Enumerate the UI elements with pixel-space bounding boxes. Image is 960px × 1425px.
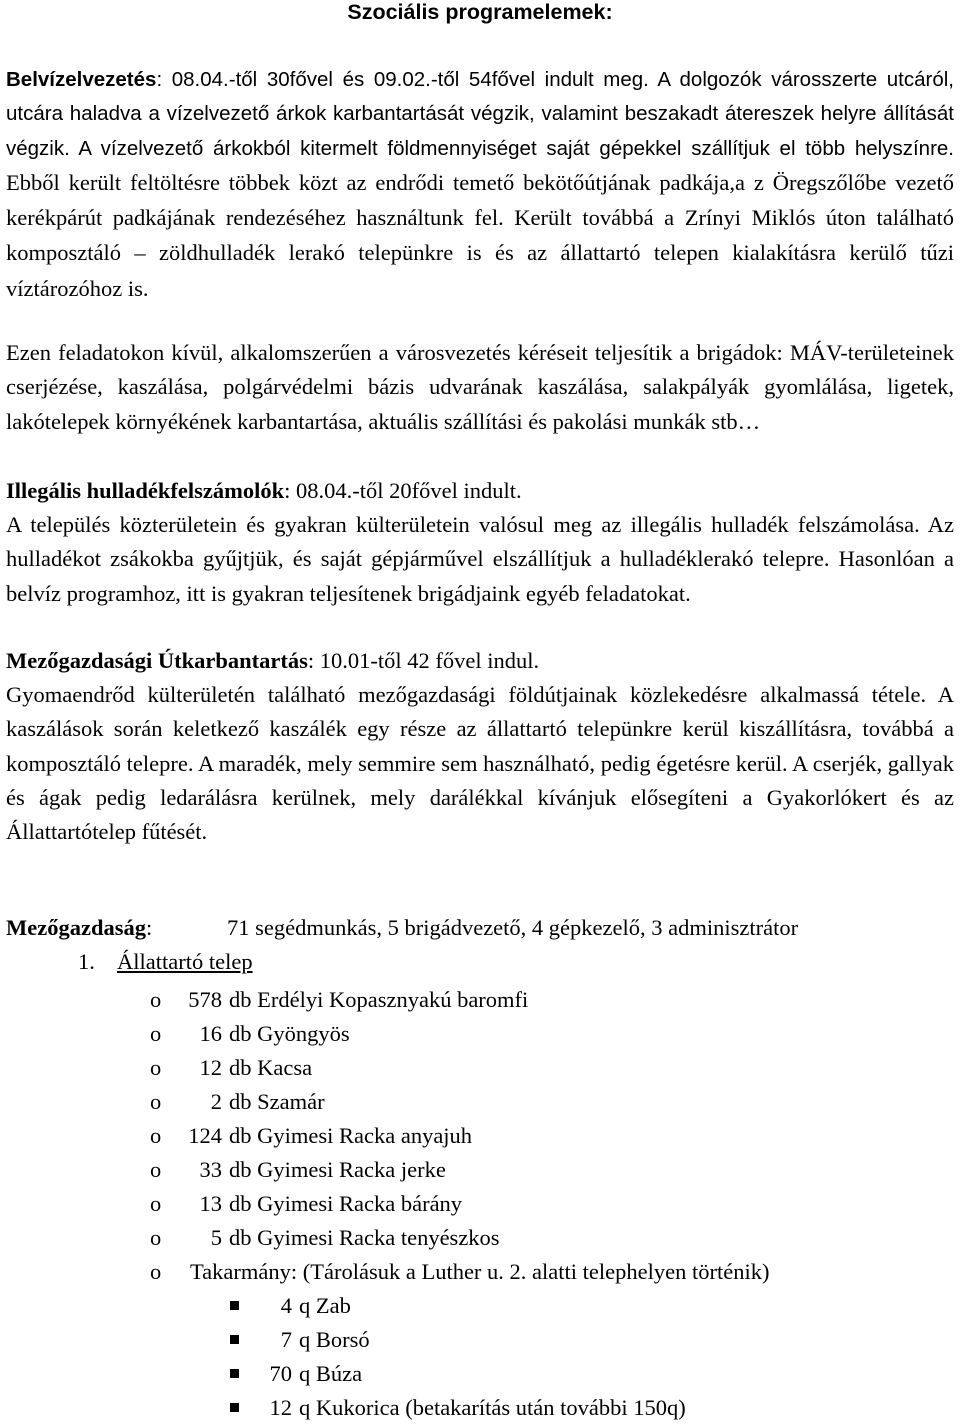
animal-count: 12 xyxy=(199,1055,222,1080)
circle-bullet-icon: o xyxy=(150,1089,162,1114)
circle-bullet-icon: o xyxy=(150,1021,162,1046)
animal-label: db Gyöngyös xyxy=(229,1021,350,1046)
animal-count: 33 xyxy=(199,1157,222,1182)
animal-label: db Gyimesi Racka bárány xyxy=(229,1191,463,1216)
feed-item: q Kukorica (betakarítás után további 150q) xyxy=(299,1395,686,1420)
feed-item: q Búza xyxy=(299,1361,363,1386)
heading-illegal: Illegális hulladékfelszámolók xyxy=(6,478,285,503)
paragraph-belviz xyxy=(6,63,954,307)
circle-bullet-icon: o xyxy=(150,1191,162,1216)
belviz-text: : 08.04.-től 30fővel és 09.02.-től 54fővel indult meg. A dolgozók városszerte utcáról, utcára haladva a vízelvezető árkok karbantartását végzik, valamint beszakadt átereszek helyre állítását végzik. A vízelvezető árkokból kitermelt földmennyiséget saját gépekkel szállítjuk el több helyszínre. xyxy=(6,68,954,160)
heading-road: Mezőgazdasági Útkarbantartás xyxy=(6,648,308,673)
square-bullet-icon xyxy=(230,1403,239,1412)
square-bullet-icon xyxy=(230,1301,239,1310)
animal-count: 2 xyxy=(210,1089,222,1114)
agri-label xyxy=(6,915,152,941)
animal-label: db Gyimesi Racka tenyészkos xyxy=(229,1225,500,1250)
feed-qty: 7 xyxy=(280,1327,292,1352)
feed-item: q Zab xyxy=(299,1293,351,1318)
animal-count: 124 xyxy=(188,1123,222,1148)
square-bullet-icon xyxy=(230,1369,239,1378)
page-title: Szociális programelemek: xyxy=(347,0,613,24)
agri-staff: 71 segédmunkás, 5 brigádvezető, 4 gépkezelő, 3 adminisztrátor xyxy=(227,915,799,940)
animal-label: db Szamár xyxy=(229,1089,325,1114)
circle-bullet-icon: o xyxy=(150,987,162,1012)
feed-item: q Borsó xyxy=(299,1327,370,1352)
animal-label: db Gyimesi Racka anyajuh xyxy=(229,1123,473,1148)
feed-qty: 70 xyxy=(269,1361,292,1386)
animal-count: 13 xyxy=(199,1191,222,1216)
illegal-text: A település közterületein és gyakran külterületein valósul meg az illegális hulladék felszámolása. Az hulladékot zsákokba gyűjtjük, és saját gépjárművel elszállítjuk a hulladéklerakó telepre. Hasonlóan a belvíz programhoz, itt is gyakran teljesítenek brigádjaink egyéb feladatokat. xyxy=(6,512,954,606)
feed-qty: 12 xyxy=(269,1395,292,1420)
paragraph-illegal xyxy=(6,474,954,508)
paragraph-road xyxy=(6,644,954,678)
road-start: : 10.01-től 42 fővel indul. xyxy=(307,648,540,673)
circle-bullet-icon: o xyxy=(150,1259,162,1284)
circle-bullet-icon: o xyxy=(150,1225,162,1250)
square-bullet-icon xyxy=(230,1335,239,1344)
animal-label: db Kacsa xyxy=(229,1055,313,1080)
agri-colon: : xyxy=(145,915,153,940)
circle-bullet-icon: o xyxy=(150,1123,162,1148)
road-text: Gyomaendrőd külterületén található mezőgazdasági földútjainak közlekedésre alkalmassá tétele. A kaszálások során keletkező kaszálék egy része az állattartó telepünkre kerül kiszállításra, továbbá a komposztáló telepre. A maradék, mely semmire sem használható, pedig égetésre kerül. A cserjék, gallyak és ágak pedig ledarálásra kerülnek, mely darálékkal kívánjuk elősegíteni a Gyakorlókert és az Állattartótelep fűtését. xyxy=(6,682,954,845)
illegal-start: : 08.04.-től 20fővel indult. xyxy=(284,478,522,503)
circle-bullet-icon: o xyxy=(150,1055,162,1080)
heading-belviz: Belvízelvezetés xyxy=(6,68,157,91)
animal-count: 578 xyxy=(188,987,222,1012)
list-number: 1. xyxy=(78,949,95,974)
animal-count: 5 xyxy=(210,1225,222,1250)
feed-qty: 4 xyxy=(280,1293,292,1318)
feed-label: Takarmány: (Tárolásuk a Luther u. 2. alatti telephelyen történik) xyxy=(190,1259,770,1284)
list-item-allattarto: Állattartó telep xyxy=(117,949,253,974)
animal-label: db Erdélyi Kopasznyakú baromfi xyxy=(229,987,529,1012)
animal-label: db Gyimesi Racka jerke xyxy=(229,1157,446,1182)
belviz-text-serif: Ebből került feltöltésre többek közt az endrődi temető bekötőútjának padkája,a z Öregszőlőbe vezető kerékpárút padkájának rendezéséhez használtunk fel. Került továbbá a Zrínyi Miklós úton található komposztáló – zöldhulladék lerakó telepünkre is és az állattartó telepen kialakításra kerülő tűzi víztározóhoz is. xyxy=(6,169,954,301)
paragraph-tasks: Ezen feladatokon kívül, alkalomszerűen a városvezetés kéréseit teljesítik a brigádok: MÁV-területeinek cserjézése, kaszálása, polgárvédelmi bázis udvarának kaszálása, salakpályák gyomlálása, ligetek, lakótelepek környékének karbantartása, aktuális szállítási és pakolási munkák stb… xyxy=(6,340,954,434)
heading-agri: Mezőgazdaság xyxy=(6,915,146,940)
animal-count: 16 xyxy=(199,1021,222,1046)
circle-bullet-icon: o xyxy=(150,1157,162,1182)
